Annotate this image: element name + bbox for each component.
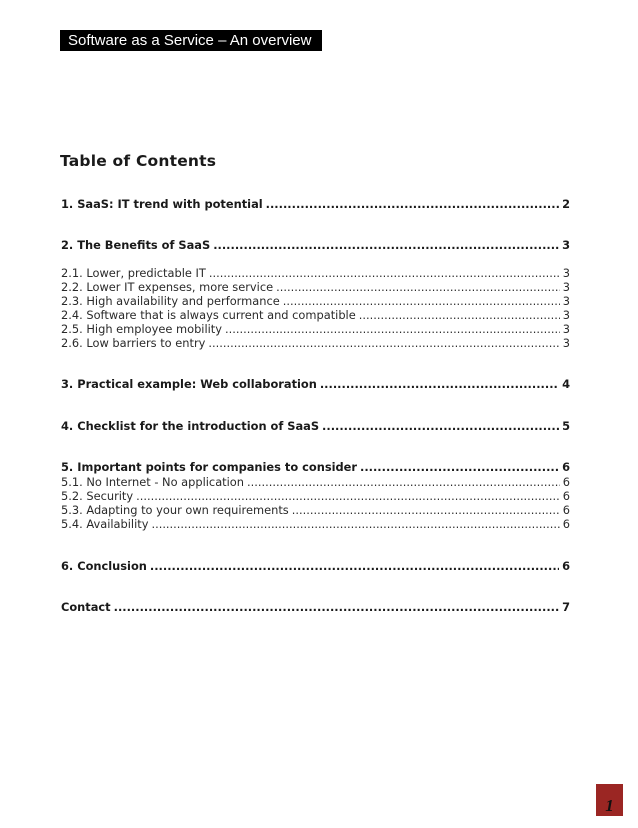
toc-entry-page: 5 [562,419,570,433]
toc-entry-label: 2.1. Lower, predictable IT [61,266,206,280]
toc-entry-label: 2.3. High availability and performance [61,294,280,308]
toc-dot-leader [276,280,560,294]
toc-entry[interactable] [61,559,570,573]
toc-dot-leader [225,322,560,336]
toc-entry-label: 2. The Benefits of SaaS [61,238,211,252]
toc-entry-page: 6 [562,489,570,503]
toc-entry-label: 5.3. Adapting to your own requirements [61,503,289,517]
toc-subentry[interactable] [61,266,570,280]
toc-dot-leader [151,517,559,531]
page-number-badge: 1 [596,784,623,816]
toc-entry-page: 6 [562,517,570,531]
toc-dot-leader [266,197,559,211]
toc-entry-page: 7 [562,600,570,614]
toc-entry-label: 2.5. High employee mobility [61,322,222,336]
toc-dot-leader [359,308,560,322]
toc-dot-leader [114,600,559,614]
toc-entry-label: 5.1. No Internet - No application [61,475,244,489]
toc-subentry[interactable] [61,503,570,517]
toc-subentry[interactable] [61,517,570,531]
document-header-banner: Software as a Service – An overview [60,30,322,51]
toc-entry-page: 2 [562,197,570,211]
toc-entry[interactable] [61,377,570,391]
toc-dot-leader [213,238,559,252]
toc-entry[interactable] [61,600,570,614]
toc-heading: Table of Contents [60,152,217,170]
toc-entry-label: 6. Conclusion [61,559,147,573]
toc-subentry[interactable] [61,280,570,294]
toc-dot-leader [320,377,559,391]
toc-dot-leader [150,559,559,573]
toc-entry[interactable] [61,197,570,211]
toc-subentry[interactable] [61,322,570,336]
toc-entry-label: 2.6. Low barriers to entry [61,336,206,350]
toc-entry-page: 6 [562,559,570,573]
toc-entry-label: 3. Practical example: Web collaboration [61,377,317,391]
toc-entry-page: 3 [562,280,570,294]
toc-entry-label: 5.4. Availability [61,517,149,531]
toc-subentry[interactable] [61,336,570,350]
toc-dot-leader [209,266,560,280]
toc-entry[interactable] [61,238,570,252]
toc-subentry[interactable] [61,294,570,308]
toc-entry-page: 3 [562,238,570,252]
toc-entry-label: Contact [61,600,111,614]
toc-entry-page: 6 [562,460,570,474]
toc-subentry[interactable] [61,475,570,489]
toc-entry-label: 5. Important points for companies to consider [61,460,357,474]
toc-dot-leader [136,489,560,503]
toc-entry-label: 5.2. Security [61,489,134,503]
toc-entry-page: 3 [562,294,570,308]
toc-entry-label: 2.4. Software that is always current and compatible [61,308,356,322]
toc-entry[interactable] [61,460,570,474]
toc-entry-page: 3 [562,336,570,350]
toc-entry-label: 1. SaaS: IT trend with potential [61,197,263,211]
toc-entry[interactable] [61,419,570,433]
toc-dot-leader [322,419,559,433]
toc-dot-leader [208,336,559,350]
toc-dot-leader [292,503,560,517]
toc-dot-leader [283,294,560,308]
toc-entry-label: 2.2. Lower IT expenses, more service [61,280,274,294]
toc-subentry[interactable] [61,308,570,322]
toc-entry-page: 4 [562,377,570,391]
toc-entry-page: 6 [562,503,570,517]
toc-subentry[interactable] [61,489,570,503]
toc-entry-label: 4. Checklist for the introduction of SaaS [61,419,320,433]
toc-entry-page: 3 [562,266,570,280]
toc-dot-leader [247,475,560,489]
toc-dot-leader [360,460,559,474]
toc-entry-page: 3 [562,322,570,336]
toc-entry-page: 3 [562,308,570,322]
toc-entry-page: 6 [562,475,570,489]
